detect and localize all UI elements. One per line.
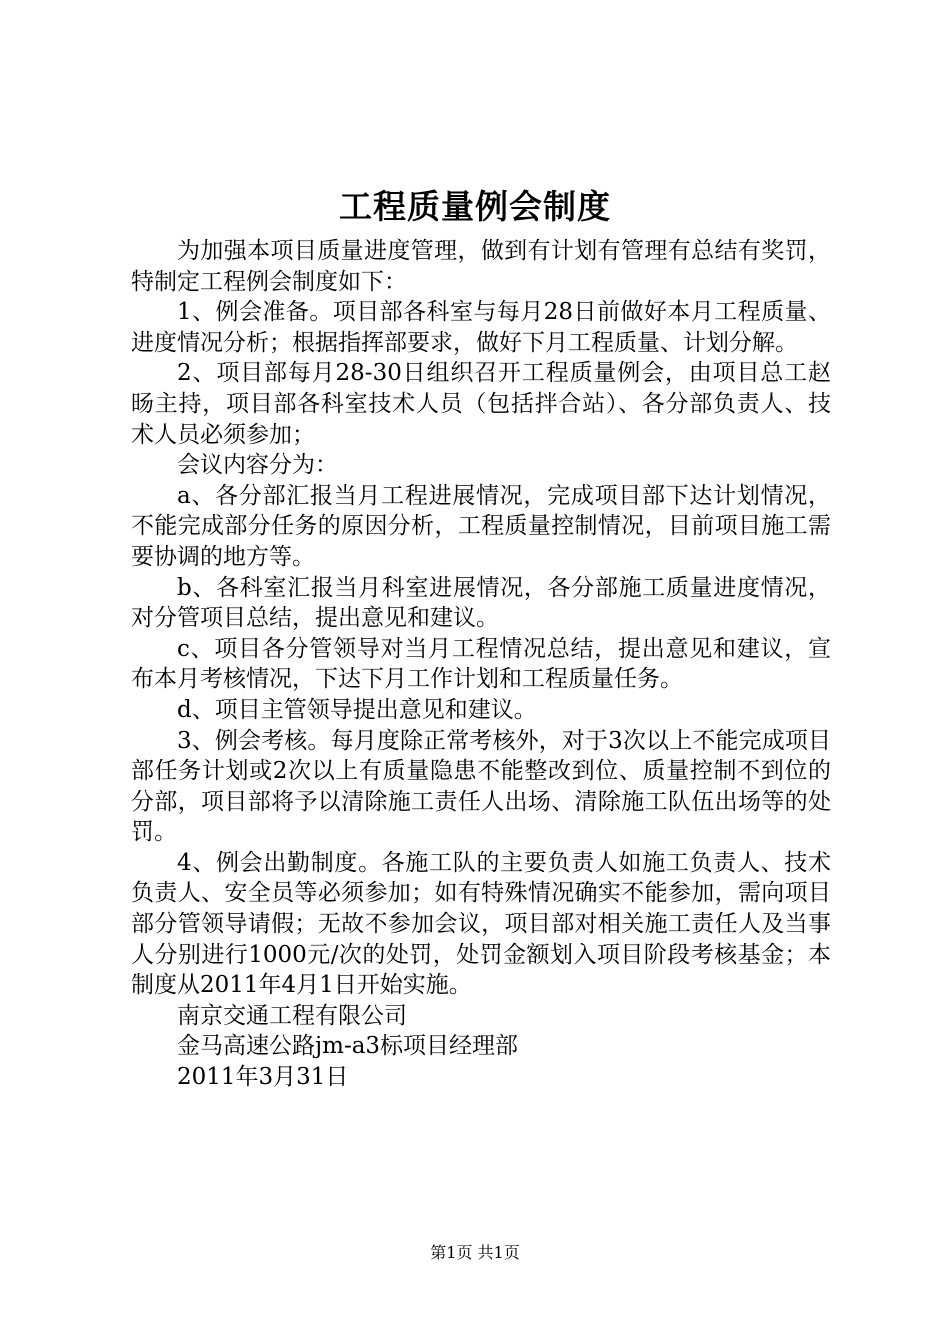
content-b-paragraph: b、各科室汇报当月科室进展情况，各分部施工质量进度情况，对分管项目总结，提出意见和建议。 xyxy=(131,574,831,632)
item-3-paragraph: 3、例会考核。每月度除正常考核外，对于3次以上不能完成项目部任务计划或2次以上有质量隐患不能整改到位、质量控制不到位的分部，项目部将予以清除施工责任人出场、清除施工队伍出场等的处罚。 xyxy=(131,727,831,846)
item-2-paragraph: 2、项目部每月28-30日组织召开工程质量例会，由项目总工赵旸主持，项目部各科室技术人员（包括拌合站）、各分部负责人、技术人员必须参加； xyxy=(131,360,831,448)
content-c-paragraph: c、项目各分管领导对当月工程情况总结，提出意见和建议，宣布本月考核情况，下达下月工作计划和工程质量任务。 xyxy=(131,635,831,693)
content-d-paragraph: d、项目主管领导提出意见和建议。 xyxy=(177,696,537,723)
meeting-content-heading: 会议内容分为： xyxy=(177,452,338,479)
content-a-paragraph: a、各分部汇报当月工程进展情况，完成项目部下达计划情况，不能完成部分任务的原因分析，工程质量控制情况，目前项目施工需要协调的地方等。 xyxy=(131,482,831,570)
page-number: 第1页 共1页 xyxy=(430,1243,520,1262)
document-title: 工程质量例会制度 xyxy=(339,187,611,226)
intro-paragraph: 为加强本项目质量进度管理，做到有计划有管理有总结有奖罚，特制定工程例会制度如下： xyxy=(131,238,831,295)
signature-company: 南京交通工程有限公司 xyxy=(177,1002,407,1029)
document-body xyxy=(131,236,831,1093)
signature-department: 金马高速公路jm-a3标项目经理部 xyxy=(177,1033,519,1060)
signature-date: 2011年3月31日 xyxy=(177,1064,349,1091)
item-1-paragraph: 1、例会准备。项目部各科室与每月28日前做好本月工程质量、进度情况分析；根据指挥部要求，做好下月工程质量、计划分解。 xyxy=(131,299,831,356)
item-4-paragraph: 4、例会出勤制度。各施工队的主要负责人如施工负责人、技术负责人、安全员等必须参加；如有特殊情况确实不能参加，需向项目部分管领导请假；无故不参加会议，项目部对相关施工责任人及当事人分别进行1000元/次的处罚，处罚金额划入项目阶段考核基金；本制度从2011年4月1日开始实施。 xyxy=(131,849,831,999)
